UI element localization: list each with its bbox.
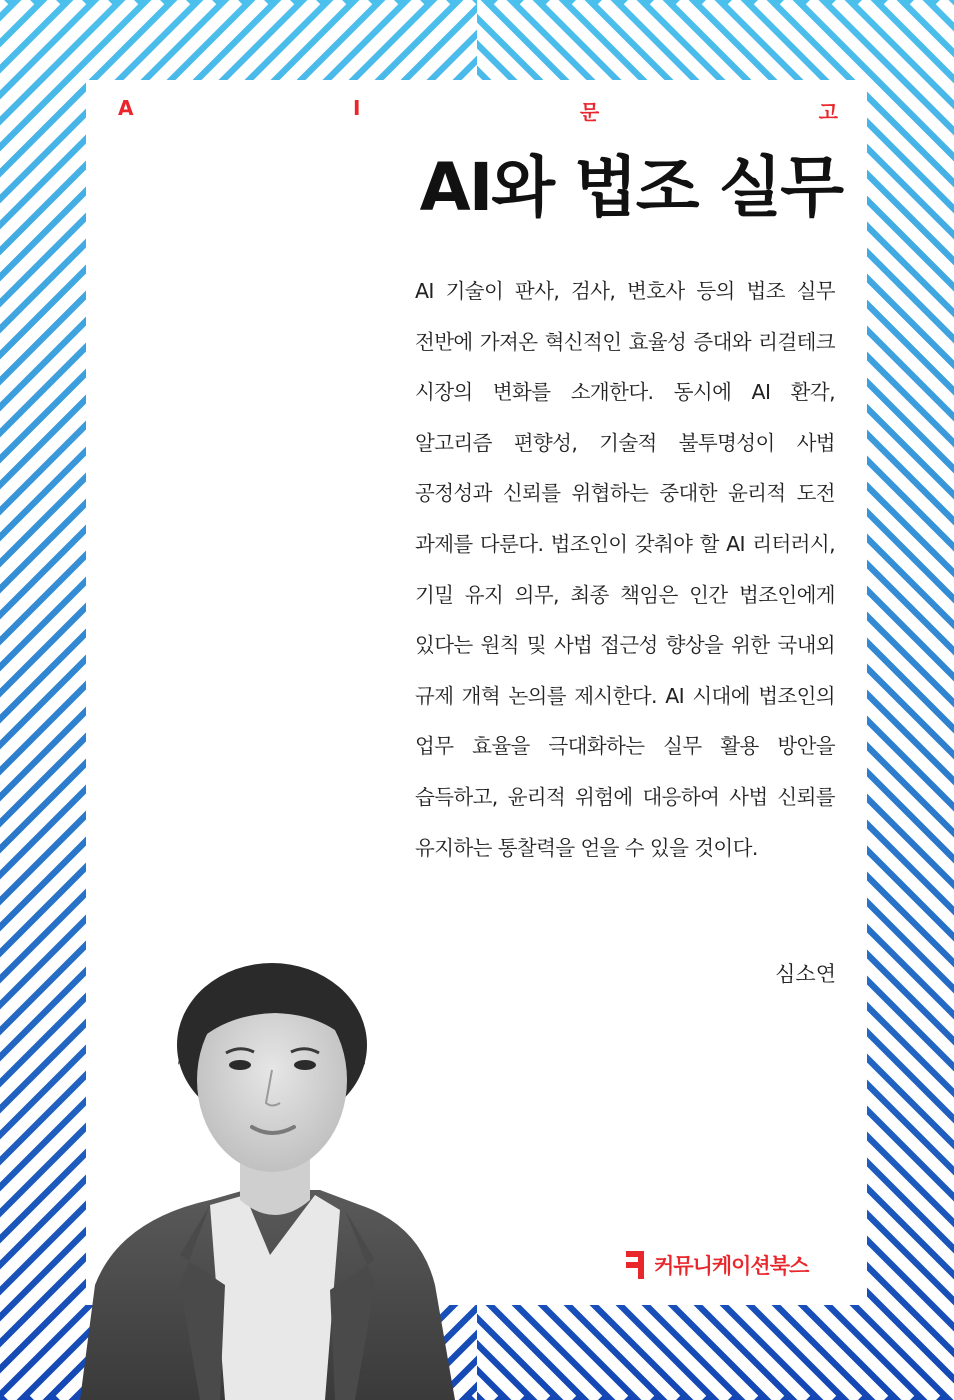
publisher-name: 커뮤니케이션북스	[654, 1254, 809, 1278]
publisher-logo	[626, 1250, 808, 1280]
series-label	[118, 96, 838, 126]
book-title: AI와 법조 실무	[419, 149, 842, 226]
author-photo	[60, 955, 540, 1400]
series-letter: 문	[579, 100, 600, 124]
series-letter: A	[118, 96, 134, 120]
book-description: AI 기술이 판사, 검사, 변호사 등의 법조 실무 전반에 가져온 혁신적인 효율성 증대와 리걸테크 시장의 변화를 소개한다. 동시에 AI 환각, 알고리즘 편향성, 기술적 불투명성이 사법 공정성과 신뢰를 위협하는 중대한 윤리적 도전 과제를 다룬다. 법조인이 갖춰야 할 AI 리터러시, 기밀 유지 의무, 최종 책임은 인간 법조인에게 있다는 원칙 및 사법 접근성 향상을 위한 국내외 규제 개혁 논의를 제시한다. AI 시대에 법조인의 업무 효율을 극대화하는 실무 활용 방안을 습득하고, 윤리적 위험에 대응하여 사법 신뢰를 유지하는 통찰력을 얻을 수 있을 것이다.	[415, 279, 835, 860]
publisher-mark-icon	[626, 1251, 644, 1279]
author-name: 심소연	[775, 962, 836, 986]
series-letter: I	[352, 96, 361, 120]
series-letter: 고	[818, 100, 838, 124]
